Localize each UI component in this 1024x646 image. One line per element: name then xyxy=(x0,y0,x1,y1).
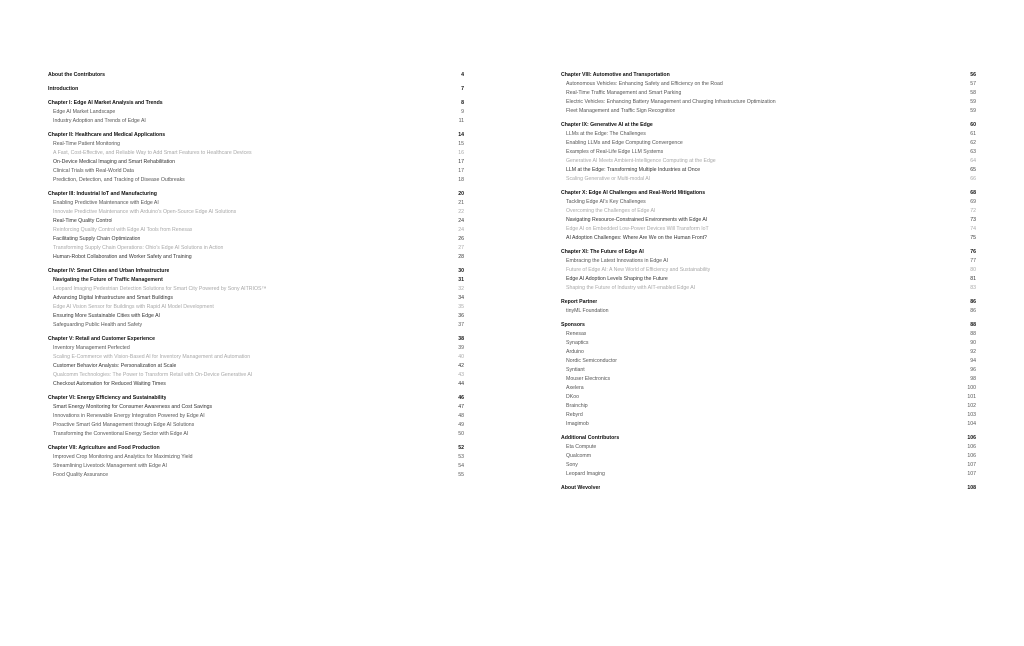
toc-entry-title: Arduino xyxy=(566,349,584,355)
toc-entry-title: Enabling LLMs and Edge Computing Convergence xyxy=(566,140,683,146)
toc-entry-page-number: 42 xyxy=(458,363,464,369)
toc-entry-brainchip[interactable] xyxy=(561,402,976,411)
toc-entry-edge-ai-market-landscape[interactable] xyxy=(48,108,464,117)
toc-entry-page-number: 17 xyxy=(458,168,464,174)
toc-heading-chapter-ii-healthcare-and-medical-applic[interactable] xyxy=(48,131,464,140)
toc-entry-imagimob[interactable] xyxy=(561,420,976,429)
toc-entry-page-number: 17 xyxy=(458,159,464,165)
toc-entry-title: Edge AI on Embedded Low-Power Devices Will Transform IoT xyxy=(566,226,709,232)
toc-entry-page-number: 92 xyxy=(970,349,976,355)
toc-entry-page-number: 14 xyxy=(458,132,464,138)
toc-entry-page-number: 57 xyxy=(970,81,976,87)
toc-heading-about-the-contributors[interactable] xyxy=(48,71,464,80)
toc-entry-page-number: 81 xyxy=(970,276,976,282)
toc-heading-additional-contributors[interactable] xyxy=(561,434,976,443)
toc-entry-page-number: 107 xyxy=(967,471,976,477)
toc-entry-innovations-in-renewable-energy-integrat[interactable] xyxy=(48,412,464,421)
toc-entry-page-number: 55 xyxy=(458,472,464,478)
toc-entry-llm-at-the-edge-transforming-multiple-in[interactable] xyxy=(561,166,976,175)
toc-entry-page-number: 59 xyxy=(970,99,976,105)
toc-entry-transforming-the-conventional-energy-sec[interactable] xyxy=(48,430,464,439)
toc-entry-page-number: 31 xyxy=(458,277,464,283)
toc-entry-page-number: 86 xyxy=(970,299,976,305)
toc-entry-human-robot-collaboration-and-worker-saf[interactable] xyxy=(48,253,464,262)
toc-entry-title: Fleet Management and Traffic Sign Recognition xyxy=(566,108,676,114)
toc-entry-page-number: 72 xyxy=(970,208,976,214)
toc-entry-page-number: 46 xyxy=(458,395,464,401)
toc-entry-scaling-e-commerce-with-vision-based-ai-[interactable] xyxy=(48,353,464,362)
toc-entry-page-number: 53 xyxy=(458,454,464,460)
toc-entry-page-number: 75 xyxy=(970,235,976,241)
toc-entry-page-number: 69 xyxy=(970,199,976,205)
toc-entry-title: Leopard Imaging xyxy=(566,471,605,477)
toc-entry-page-number: 37 xyxy=(458,322,464,328)
toc-entry-streamlining-livestock-management-with-e[interactable] xyxy=(48,462,464,471)
toc-entry-leopard-imaging[interactable] xyxy=(561,470,976,479)
toc-entry-title: Customer Behavior Analysis: Personalization at Scale xyxy=(53,363,177,369)
toc-entry-title: Additional Contributors xyxy=(561,435,620,441)
toc-entry-page-number: 64 xyxy=(970,158,976,164)
toc-entry-real-time-patient-monitoring[interactable] xyxy=(48,140,464,149)
toc-entry-title: Chapter VI: Energy Efficiency and Sustainability xyxy=(48,395,167,401)
toc-entry-generative-ai-meets-ambient-intelligence[interactable] xyxy=(561,157,976,166)
toc-entry-title: Edge AI Vision Sensor for Buildings with Rapid AI Model Development xyxy=(53,304,214,310)
toc-entry-inventory-management-perfected[interactable] xyxy=(48,344,464,353)
toc-entry-page-number: 40 xyxy=(458,354,464,360)
toc-entry-page-number: 39 xyxy=(458,345,464,351)
toc-entry-page-number: 34 xyxy=(458,295,464,301)
toc-entry-title: Navigating the Future of Traffic Management xyxy=(53,277,163,283)
toc-entry-title: Introduction xyxy=(48,86,79,92)
toc-entry-title: Proactive Smart Grid Management through Edge AI Solutions xyxy=(53,422,195,428)
toc-entry-nordic-semiconductor[interactable] xyxy=(561,357,976,366)
toc-entry-autonomous-vehicles-enhancing-safety-and[interactable] xyxy=(561,80,976,89)
toc-entry-on-device-medical-imaging-and-smart-reha[interactable] xyxy=(48,158,464,167)
toc-entry-page-number: 9 xyxy=(461,109,464,115)
toc-entry-page-number: 35 xyxy=(458,304,464,310)
toc-entry-title: Scaling E-Commerce with Vision-Based AI for Inventory Management and Automation xyxy=(53,354,251,360)
toc-entry-page-number: 96 xyxy=(970,367,976,373)
toc-entry-rebyrd[interactable] xyxy=(561,411,976,420)
toc-entry-title: Electric Vehicles: Enhancing Battery Management and Charging Infrastructure Optimization xyxy=(566,99,776,105)
toc-entry-title: Rebyrd xyxy=(566,412,583,418)
toc-entry-title: Tackling Edge AI's Key Challenges xyxy=(566,199,646,205)
toc-entry-clinical-trials-with-real-world-data[interactable] xyxy=(48,167,464,176)
toc-entry-arduino[interactable] xyxy=(561,348,976,357)
toc-entry-title: Checkout Automation for Reduced Waiting Times xyxy=(53,381,166,387)
toc-entry-overcoming-the-challenges-of-edge-ai[interactable] xyxy=(561,207,976,216)
toc-entry-real-time-quality-control[interactable] xyxy=(48,217,464,226)
toc-heading-chapter-i-edge-ai-market-analysis-and-tr[interactable] xyxy=(48,99,464,108)
toc-entry-title: Streamlining Livestock Management with Edge AI xyxy=(53,463,167,469)
toc-entry-title: Facilitating Supply Chain Optimization xyxy=(53,236,141,242)
toc-entry-title: Scaling Generative or Multi-modal AI xyxy=(566,176,651,182)
toc-entry-dkoo[interactable] xyxy=(561,393,976,402)
toc-entry-renesas[interactable] xyxy=(561,330,976,339)
toc-entry-title: Smart Energy Monitoring for Consumer Awareness and Cost Savings xyxy=(53,404,213,410)
toc-entry-embracing-the-latest-innovations-in-edge[interactable] xyxy=(561,257,976,266)
toc-entry-page-number: 50 xyxy=(458,431,464,437)
toc-entry-title: Future of Edge AI: A New World of Efficiency and Sustainability xyxy=(566,267,711,273)
toc-entry-page-number: 58 xyxy=(970,90,976,96)
toc-entry-title: Real-Time Quality Control xyxy=(53,218,113,224)
toc-entry-title: Edge AI Market Landscape xyxy=(53,109,116,115)
toc-entry-navigating-resource-constrained-environm[interactable] xyxy=(561,216,976,225)
toc-entry-page-number: 59 xyxy=(970,108,976,114)
toc-entry-ensuring-more-sustainable-cities-with-ed[interactable] xyxy=(48,312,464,321)
toc-entry-title: Leopard Imaging Pedestrian Detection Solutions for Smart City Powered by Sony AITRIOS™ xyxy=(53,286,267,292)
toc-left-column xyxy=(48,71,464,480)
toc-entry-page-number: 101 xyxy=(967,394,976,400)
toc-entry-title: Brainchip xyxy=(566,403,588,409)
toc-entry-title: Improved Crop Monitoring and Analytics for Maximizing Yield xyxy=(53,454,193,460)
toc-entry-page-number: 86 xyxy=(970,308,976,314)
toc-entry-page-number: 103 xyxy=(967,412,976,418)
toc-entry-page-number: 52 xyxy=(458,445,464,451)
toc-heading-about-wevolver[interactable] xyxy=(561,484,976,493)
toc-entry-page-number: 106 xyxy=(967,453,976,459)
toc-entry-future-of-edge-ai-a-new-world-of-efficie[interactable] xyxy=(561,266,976,275)
toc-entry-title: Ensuring More Sustainable Cities with Edge AI xyxy=(53,313,160,319)
toc-entry-title: Nordic Semiconductor xyxy=(566,358,618,364)
toc-entry-a-fast-cost-effective-and-reliable-way-t[interactable] xyxy=(48,149,464,158)
toc-entry-examples-of-real-life-edge-llm-systems[interactable] xyxy=(561,148,976,157)
toc-entry-syntiant[interactable] xyxy=(561,366,976,375)
toc-entry-page-number: 106 xyxy=(967,435,976,441)
toc-entry-facilitating-supply-chain-optimization[interactable] xyxy=(48,235,464,244)
toc-entry-tackling-edge-ai-s-key-challenges[interactable] xyxy=(561,198,976,207)
toc-entry-sony[interactable] xyxy=(561,461,976,470)
toc-entry-title: Real-Time Traffic Management and Smart Parking xyxy=(566,90,682,96)
toc-entry-innovate-predictive-maintenance-with-ard[interactable] xyxy=(48,208,464,217)
toc-entry-title: On-Device Medical Imaging and Smart Rehabilitation xyxy=(53,159,175,165)
toc-entry-page-number: 47 xyxy=(458,404,464,410)
toc-entry-title: Chapter II: Healthcare and Medical Applications xyxy=(48,132,166,138)
toc-heading-chapter-x-edge-ai-challenges-and-real-wo[interactable] xyxy=(561,189,976,198)
toc-entry-title: Eta Compute xyxy=(566,444,597,450)
toc-heading-report-partner[interactable] xyxy=(561,298,976,307)
toc-entry-title: AI Adoption Challenges: Where Are We on the Human Front? xyxy=(566,235,707,241)
toc-entry-page-number: 94 xyxy=(970,358,976,364)
toc-entry-ai-adoption-challenges-where-are-we-on-t[interactable] xyxy=(561,234,976,243)
toc-entry-page-number: 66 xyxy=(970,176,976,182)
toc-entry-title: tinyML Foundation xyxy=(566,308,609,314)
toc-entry-page-number: 98 xyxy=(970,376,976,382)
toc-entry-page-number: 63 xyxy=(970,149,976,155)
toc-entry-page-number: 24 xyxy=(458,227,464,233)
toc-entry-edge-ai-on-embedded-low-power-devices-wi[interactable] xyxy=(561,225,976,234)
toc-right-column xyxy=(561,71,976,493)
toc-entry-smart-energy-monitoring-for-consumer-awa[interactable] xyxy=(48,403,464,412)
toc-entry-title: DKoo xyxy=(566,394,579,400)
toc-entry-title: Syntiant xyxy=(566,367,585,373)
toc-heading-chapter-v-retail-and-customer-experience[interactable] xyxy=(48,335,464,344)
toc-entry-navigating-the-future-of-traffic-managem[interactable] xyxy=(48,276,464,285)
toc-heading-chapter-vi-energy-efficiency-and-sustain[interactable] xyxy=(48,394,464,403)
toc-entry-qualcomm-technologies-the-power-to-trans[interactable] xyxy=(48,371,464,380)
toc-entry-title: Transforming the Conventional Energy Sector with Edge AI xyxy=(53,431,189,437)
toc-entry-title: Report Partner xyxy=(561,299,598,305)
toc-heading-chapter-ix-generative-ai-at-the-edge[interactable] xyxy=(561,121,976,130)
toc-entry-title: Chapter III: Industrial IoT and Manufacturing xyxy=(48,191,157,197)
toc-entry-eta-compute[interactable] xyxy=(561,443,976,452)
toc-entry-title: Transforming Supply Chain Operations: Ohio's Edge AI Solutions in Action xyxy=(53,245,224,251)
toc-entry-leopard-imaging-pedestrian-detection-sol[interactable] xyxy=(48,285,464,294)
toc-entry-title: Examples of Real-Life Edge LLM Systems xyxy=(566,149,664,155)
toc-entry-page-number: 54 xyxy=(458,463,464,469)
toc-heading-chapter-iv-smart-cities-and-urban-infras[interactable] xyxy=(48,267,464,276)
toc-heading-sponsors[interactable] xyxy=(561,321,976,330)
toc-entry-title: LLMs at the Edge: The Challenges xyxy=(566,131,646,137)
toc-entry-title: Innovate Predictive Maintenance with Arduino's Open-Source Edge AI Solutions xyxy=(53,209,237,215)
toc-entry-enabling-predictive-maintenance-with-edg[interactable] xyxy=(48,199,464,208)
toc-entry-page-number: 18 xyxy=(458,177,464,183)
toc-entry-page-number: 32 xyxy=(458,286,464,292)
toc-entry-title: Generative AI Meets Ambient-Intelligence Computing at the Edge xyxy=(566,158,716,164)
toc-entry-title: Overcoming the Challenges of Edge AI xyxy=(566,208,656,214)
toc-entry-title: Chapter IX: Generative AI at the Edge xyxy=(561,122,653,128)
toc-entry-page-number: 24 xyxy=(458,218,464,224)
toc-entry-title: Qualcomm Technologies: The Power to Transform Retail with On-Device Generative AI xyxy=(53,372,253,378)
toc-heading-chapter-xi-the-future-of-edge-ai[interactable] xyxy=(561,248,976,257)
toc-entry-shaping-the-future-of-industry-with-ait-[interactable] xyxy=(561,284,976,293)
toc-entry-page-number: 49 xyxy=(458,422,464,428)
toc-entry-qualcomm[interactable] xyxy=(561,452,976,461)
toc-entry-page-number: 38 xyxy=(458,336,464,342)
toc-entry-title: Chapter VII: Agriculture and Food Production xyxy=(48,445,160,451)
toc-entry-title: Clinical Trials with Real-World Data xyxy=(53,168,134,174)
toc-entry-title: Embracing the Latest Innovations in Edge AI xyxy=(566,258,669,264)
toc-entry-title: Advancing Digital Infrastructure and Smart Buildings xyxy=(53,295,173,301)
toc-entry-title: Innovations in Renewable Energy Integration Powered by Edge AI xyxy=(53,413,205,419)
toc-entry-industry-adoption-and-trends-of-edge-ai[interactable] xyxy=(48,117,464,126)
toc-entry-title: Human-Robot Collaboration and Worker Safety and Training xyxy=(53,254,192,260)
toc-entry-safeguarding-public-health-and-safety[interactable] xyxy=(48,321,464,330)
toc-entry-page-number: 36 xyxy=(458,313,464,319)
toc-entry-page-number: 62 xyxy=(970,140,976,146)
toc-entry-edge-ai-adoption-levels-shaping-the-futu[interactable] xyxy=(561,275,976,284)
toc-entry-fleet-management-and-traffic-sign-recogn[interactable] xyxy=(561,107,976,116)
toc-entry-page-number: 48 xyxy=(458,413,464,419)
toc-entry-page-number: 15 xyxy=(458,141,464,147)
toc-entry-title: Safeguarding Public Health and Safety xyxy=(53,322,143,328)
toc-entry-title: Qualcomm xyxy=(566,453,592,459)
toc-heading-chapter-iii-industrial-iot-and-manufactu[interactable] xyxy=(48,190,464,199)
toc-entry-title: Sony xyxy=(566,462,578,468)
toc-entry-title: Imagimob xyxy=(566,421,589,427)
toc-entry-page-number: 102 xyxy=(967,403,976,409)
toc-entry-title: Chapter I: Edge AI Market Analysis and Trends xyxy=(48,100,163,106)
toc-entry-title: Autonomous Vehicles: Enhancing Safety and Efficiency on the Road xyxy=(566,81,723,87)
toc-entry-page-number: 44 xyxy=(458,381,464,387)
toc-entry-title: Shaping the Future of Industry with AIT-enabled Edge AI xyxy=(566,285,696,291)
toc-entry-title: Enabling Predictive Maintenance with Edge AI xyxy=(53,200,159,206)
toc-entry-page-number: 21 xyxy=(458,200,464,206)
toc-entry-page-number: 7 xyxy=(461,86,464,92)
toc-entry-page-number: 56 xyxy=(970,72,976,78)
toc-entry-title: Synaptics xyxy=(566,340,589,346)
toc-entry-advancing-digital-infrastructure-and-sma[interactable] xyxy=(48,294,464,303)
toc-entry-page-number: 27 xyxy=(458,245,464,251)
toc-entry-page-number: 106 xyxy=(967,444,976,450)
toc-entry-title: Renesas xyxy=(566,331,587,337)
toc-entry-checkout-automation-for-reduced-waiting-[interactable] xyxy=(48,380,464,389)
toc-entry-page-number: 76 xyxy=(970,249,976,255)
toc-entry-page-number: 30 xyxy=(458,268,464,274)
toc-entry-title: Chapter X: Edge AI Challenges and Real-World Mitigations xyxy=(561,190,706,196)
toc-entry-page-number: 90 xyxy=(970,340,976,346)
toc-entry-page-number: 26 xyxy=(458,236,464,242)
toc-entry-page-number: 80 xyxy=(970,267,976,273)
toc-entry-page-number: 88 xyxy=(970,331,976,337)
toc-entry-llms-at-the-edge-the-challenges[interactable] xyxy=(561,130,976,139)
toc-entry-page-number: 88 xyxy=(970,322,976,328)
toc-entry-page-number: 22 xyxy=(458,209,464,215)
toc-entry-page-number: 73 xyxy=(970,217,976,223)
toc-entry-page-number: 68 xyxy=(970,190,976,196)
toc-entry-page-number: 11 xyxy=(458,118,464,124)
toc-entry-customer-behavior-analysis-personalizati[interactable] xyxy=(48,362,464,371)
toc-entry-page-number: 107 xyxy=(967,462,976,468)
toc-entry-title: Inventory Management Perfected xyxy=(53,345,130,351)
toc-entry-page-number: 77 xyxy=(970,258,976,264)
toc-entry-page-number: 8 xyxy=(461,100,464,106)
toc-entry-title: Food Quality Assurance xyxy=(53,472,109,478)
toc-entry-reinforcing-quality-control-with-edge-ai[interactable] xyxy=(48,226,464,235)
toc-entry-title: Chapter XI: The Future of Edge AI xyxy=(561,249,644,255)
toc-entry-page-number: 108 xyxy=(967,485,976,491)
toc-entry-page-number: 65 xyxy=(970,167,976,173)
toc-entry-page-number: 60 xyxy=(970,122,976,128)
toc-heading-introduction[interactable] xyxy=(48,85,464,94)
toc-entry-title: Reinforcing Quality Control with Edge AI Tools from Renesas xyxy=(53,227,193,233)
toc-entry-page-number: 100 xyxy=(967,385,976,391)
toc-entry-title: About Wevolver xyxy=(561,485,601,491)
toc-entry-title: Axelera xyxy=(566,385,584,391)
toc-entry-title: Sponsors xyxy=(561,322,585,328)
toc-entry-scaling-generative-or-multi-modal-ai[interactable] xyxy=(561,175,976,184)
toc-entry-title: Chapter VIII: Automotive and Transportation xyxy=(561,72,670,78)
toc-entry-page-number: 20 xyxy=(458,191,464,197)
toc-heading-chapter-vii-agriculture-and-food-product[interactable] xyxy=(48,444,464,453)
toc-entry-title: Edge AI Adoption Levels Shaping the Future xyxy=(566,276,668,282)
toc-entry-transforming-supply-chain-operations-ohi[interactable] xyxy=(48,244,464,253)
toc-entry-title: Chapter IV: Smart Cities and Urban Infrastructure xyxy=(48,268,170,274)
toc-entry-title: Prediction, Detection, and Tracking of Disease Outbreaks xyxy=(53,177,185,183)
toc-entry-title: Real-Time Patient Monitoring xyxy=(53,141,120,147)
toc-entry-real-time-traffic-management-and-smart-p[interactable] xyxy=(561,89,976,98)
toc-entry-title: Mouser Electronics xyxy=(566,376,611,382)
toc-entry-page-number: 83 xyxy=(970,285,976,291)
toc-entry-page-number: 74 xyxy=(970,226,976,232)
toc-entry-page-number: 16 xyxy=(458,150,464,156)
toc-entry-synaptics[interactable] xyxy=(561,339,976,348)
toc-entry-title: Navigating Resource-Constrained Environments with Edge AI xyxy=(566,217,708,223)
toc-entry-page-number: 28 xyxy=(458,254,464,260)
toc-entry-page-number: 104 xyxy=(967,421,976,427)
toc-entry-page-number: 4 xyxy=(461,72,464,78)
toc-entry-page-number: 61 xyxy=(970,131,976,137)
toc-entry-electric-vehicles-enhancing-battery-mana[interactable] xyxy=(561,98,976,107)
toc-entry-title: LLM at the Edge: Transforming Multiple Industries at Once xyxy=(566,167,701,173)
toc-entry-axelera[interactable] xyxy=(561,384,976,393)
toc-entry-edge-ai-vision-sensor-for-buildings-with[interactable] xyxy=(48,303,464,312)
toc-entry-title: Industry Adoption and Trends of Edge AI xyxy=(53,118,146,124)
toc-entry-food-quality-assurance[interactable] xyxy=(48,471,464,480)
toc-entry-title: A Fast, Cost-Effective, and Reliable Way to Add Smart Features to Healthcare Devices xyxy=(53,150,252,156)
toc-entry-mouser-electronics[interactable] xyxy=(561,375,976,384)
toc-entry-prediction-detection-and-tracking-of-dis[interactable] xyxy=(48,176,464,185)
toc-entry-page-number: 43 xyxy=(458,372,464,378)
toc-entry-title: Chapter V: Retail and Customer Experience xyxy=(48,336,155,342)
toc-heading-chapter-viii-automotive-and-transportati[interactable] xyxy=(561,71,976,80)
toc-entry-improved-crop-monitoring-and-analytics-f[interactable] xyxy=(48,453,464,462)
toc-entry-proactive-smart-grid-management-through-[interactable] xyxy=(48,421,464,430)
toc-entry-title: About the Contributors xyxy=(48,72,106,78)
toc-entry-enabling-llms-and-edge-computing-converg[interactable] xyxy=(561,139,976,148)
toc-entry-tinyml-foundation[interactable] xyxy=(561,307,976,316)
